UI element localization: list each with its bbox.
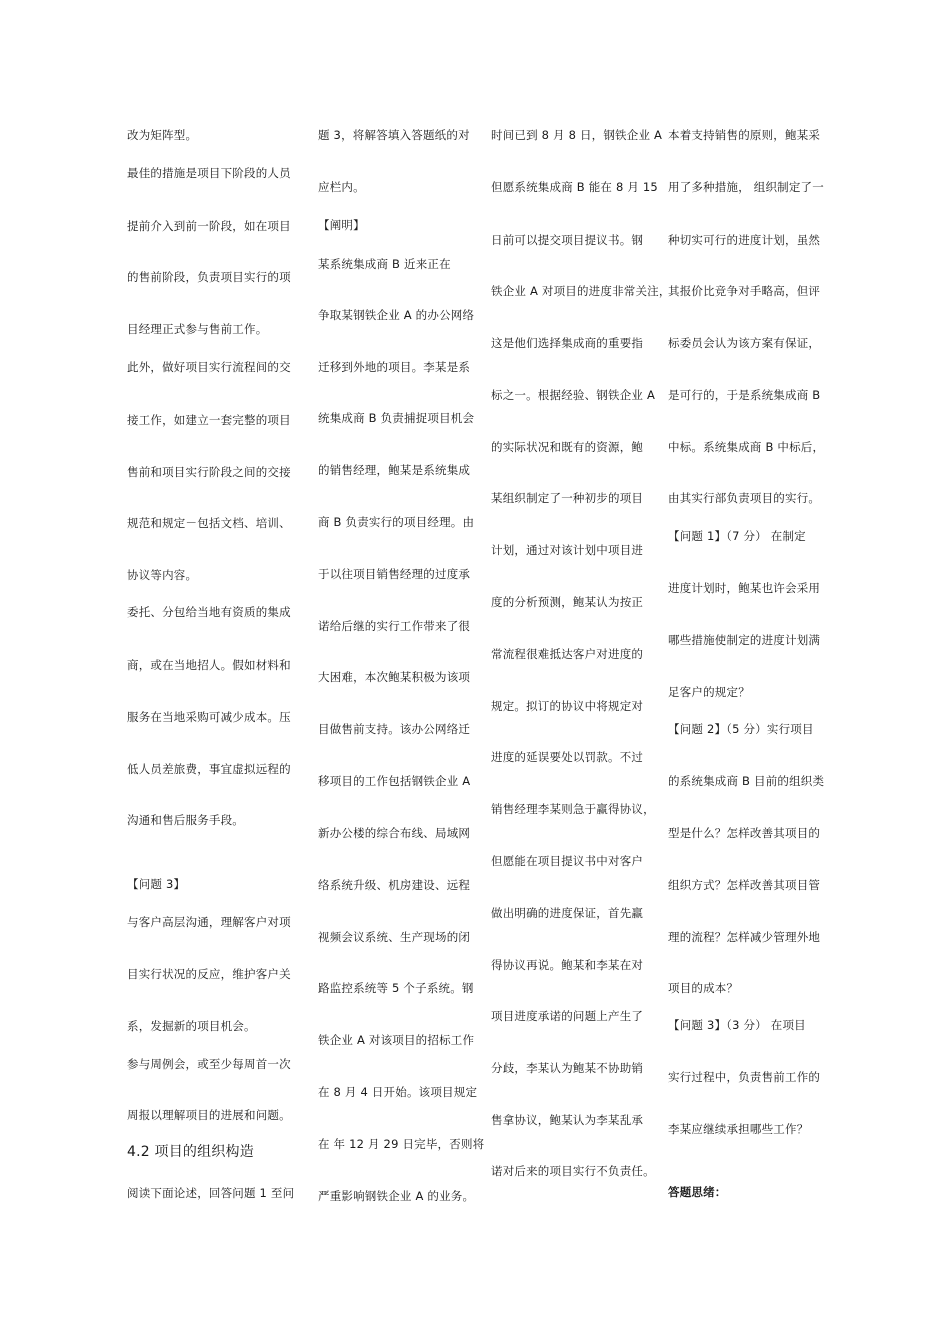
text-line: 时间已到 8 月 8 日，钢铁企业 A	[491, 128, 663, 142]
text-line: 系，发掘新的项目机会。	[127, 1019, 256, 1033]
text-line: 于以往项目销售经理的过度承	[318, 567, 471, 581]
text-line: 题 3，将解答填入答题纸的对	[318, 128, 470, 142]
text-line: 某系统集成商 B 近来正在	[318, 257, 451, 271]
text-line: 中标。系统集成商 B 中标后，	[668, 440, 825, 454]
text-line: 最佳的措施是项目下阶段的人员	[127, 166, 291, 180]
text-line: 项目进度承诺的问题上产生了	[491, 1009, 644, 1023]
question-label: 【问题 3】	[127, 877, 186, 891]
text-line: 接工作，如建立一套完整的项目	[127, 413, 291, 427]
text-line: 日前可以提交项目提议书。钢	[491, 233, 644, 247]
question-label: 【问题 3】（3 分） 在项目	[668, 1018, 806, 1032]
text-line: 其报价比竞争对手略高，但评	[668, 284, 821, 298]
text-line: 低人员差旅费，事宜虚拟远程的	[127, 762, 291, 776]
text-line: 计划，通过对该计划中项目进	[491, 543, 644, 557]
text-line: 由其实行部负责项目的实行。	[668, 491, 821, 505]
text-line: 售前和项目实行阶段之间的交接	[127, 465, 291, 479]
text-line: 诺对后来的项目实行不负责任。	[491, 1164, 655, 1178]
text-line: 新办公楼的综合布线、局域网	[318, 826, 471, 840]
text-line: 在 8 月 4 日开始。该项目规定	[318, 1085, 478, 1099]
section-label: 【阐明】	[318, 218, 365, 232]
question-label: 【问题 2】（5 分）实行项目	[668, 722, 814, 736]
text-line: 移项目的工作包括钢铁企业 A	[318, 774, 471, 788]
text-line: 但愿能在项目提议书中对客户	[491, 854, 644, 868]
text-line: 这是他们选择集成商的重要指	[491, 336, 644, 350]
text-line: 与客户高层沟通，理解客户对项	[127, 915, 291, 929]
text-line: 协议等内容。	[127, 568, 198, 582]
text-line: 哪些措施使制定的进度计划满	[668, 633, 821, 647]
question-label: 【问题 1】（7 分） 在制定	[668, 529, 806, 543]
answer-heading: 答题思绪：	[668, 1185, 727, 1199]
text-column-1	[127, 0, 302, 1344]
text-column-4	[668, 0, 843, 1344]
text-line: 李某应继续承担哪些工作？	[668, 1122, 809, 1136]
text-line: 沟通和售后服务手段。	[127, 813, 244, 827]
text-line: 的实际状况和既有的资源，鲍	[491, 440, 644, 454]
text-line: 路监控系统等 5 个子系统。钢	[318, 981, 474, 995]
text-line: 规定。拟订的协议中将规定对	[491, 699, 644, 713]
text-line: 视频会议系统、生产现场的闭	[318, 930, 471, 944]
text-line: 项目的成本？	[668, 981, 739, 995]
text-line: 大困难，本次鲍某积极为该项	[318, 670, 471, 684]
text-line: 阅读下面论述，回答问题 1 至问	[127, 1186, 295, 1200]
text-line: 实行过程中，负责售前工作的	[668, 1070, 821, 1084]
text-line: 做出明确的进度保证，首先赢	[491, 906, 644, 920]
text-line: 铁企业 A 对该项目的招标工作	[318, 1033, 475, 1047]
text-line: 足客户的规定？	[668, 685, 750, 699]
text-line: 铁企业 A 对项目的进度非常关注，	[491, 284, 671, 298]
text-line: 严重影响钢铁企业 A 的业务。	[318, 1189, 475, 1203]
text-line: 销售经理李某则急于赢得协议，	[491, 802, 655, 816]
text-line: 目实行状况的反应，维护客户关	[127, 967, 291, 981]
text-line: 服务在当地采购可减少成本。压	[127, 710, 291, 724]
text-line: 商，或在当地招人。假如材料和	[127, 658, 291, 672]
text-line: 型是什么？怎样改善其项目的	[668, 826, 821, 840]
text-line: 的销售经理，鲍某是系统集成	[318, 463, 471, 477]
text-line: 的售前阶段，负责项目实行的项	[127, 270, 291, 284]
text-line: 提前介入到前一阶段，如在项目	[127, 219, 291, 233]
text-line: 周报以理解项目的进展和问题。	[127, 1108, 291, 1122]
text-line: 某组织制定了一种初步的项目	[491, 491, 644, 505]
text-line: 统集成商 B 负责捕捉项目机会	[318, 411, 475, 425]
text-line: 常流程很难抵达客户对进度的	[491, 647, 644, 661]
text-line: 委托、分包给当地有资质的集成	[127, 605, 291, 619]
text-line: 改为矩阵型。	[127, 128, 198, 142]
text-line: 的系统集成商 B 目前的组织类	[668, 774, 825, 788]
text-line: 分歧，李某认为鲍某不协助销	[491, 1061, 644, 1075]
text-line: 迁移到外地的项目。李某是系	[318, 360, 471, 374]
text-line: 规范和规定－包括文档、培训、	[127, 516, 291, 530]
text-line: 本着支持销售的原则，鲍某采	[668, 128, 821, 142]
text-line: 度的分析预测，鲍某认为按正	[491, 595, 644, 609]
text-line: 进度计划时，鲍某也许会采用	[668, 581, 821, 595]
text-line: 理的流程？怎样减少管理外地	[668, 930, 821, 944]
text-line: 争取某钢铁企业 A 的办公网络	[318, 308, 475, 322]
text-line: 得协议再说。鲍某和李某在对	[491, 958, 644, 972]
text-line: 但愿系统集成商 B 能在 8 月 15	[491, 180, 658, 194]
text-line: 诺给后继的实行工作带来了很	[318, 619, 471, 633]
text-column-2	[318, 0, 493, 1344]
text-line: 标委员会认为该方案有保证，	[668, 336, 821, 350]
text-line: 是可行的，于是系统集成商 B	[668, 388, 821, 402]
text-line: 参与周例会，或至少每周首一次	[127, 1057, 291, 1071]
text-line: 络系统升级、机房建设、远程	[318, 878, 471, 892]
text-line: 售拿协议，鲍某认为李某乱承	[491, 1113, 644, 1127]
text-line: 目经理正式参与售前工作。	[127, 322, 268, 336]
text-column-3	[491, 0, 671, 1344]
text-line: 组织方式？怎样改善其项目管	[668, 878, 821, 892]
text-line: 用了多种措施， 组织制定了一	[668, 180, 824, 194]
text-line: 目做售前支持。该办公网络迁	[318, 722, 471, 736]
text-line: 进度的延误要处以罚款。不过	[491, 750, 644, 764]
text-line: 商 B 负责实行的项目经理。由	[318, 515, 475, 529]
text-line: 应栏内。	[318, 180, 365, 194]
text-line: 此外，做好项目实行流程间的交	[127, 360, 291, 374]
section-heading: 4.2 项目的组织构造	[127, 1144, 254, 1160]
text-line: 标之一。根据经验、钢铁企业 A	[491, 388, 656, 402]
text-line: 种切实可行的进度计划，虽然	[668, 233, 821, 247]
text-line: 在 年 12 月 29 日完毕，否则将	[318, 1137, 485, 1151]
